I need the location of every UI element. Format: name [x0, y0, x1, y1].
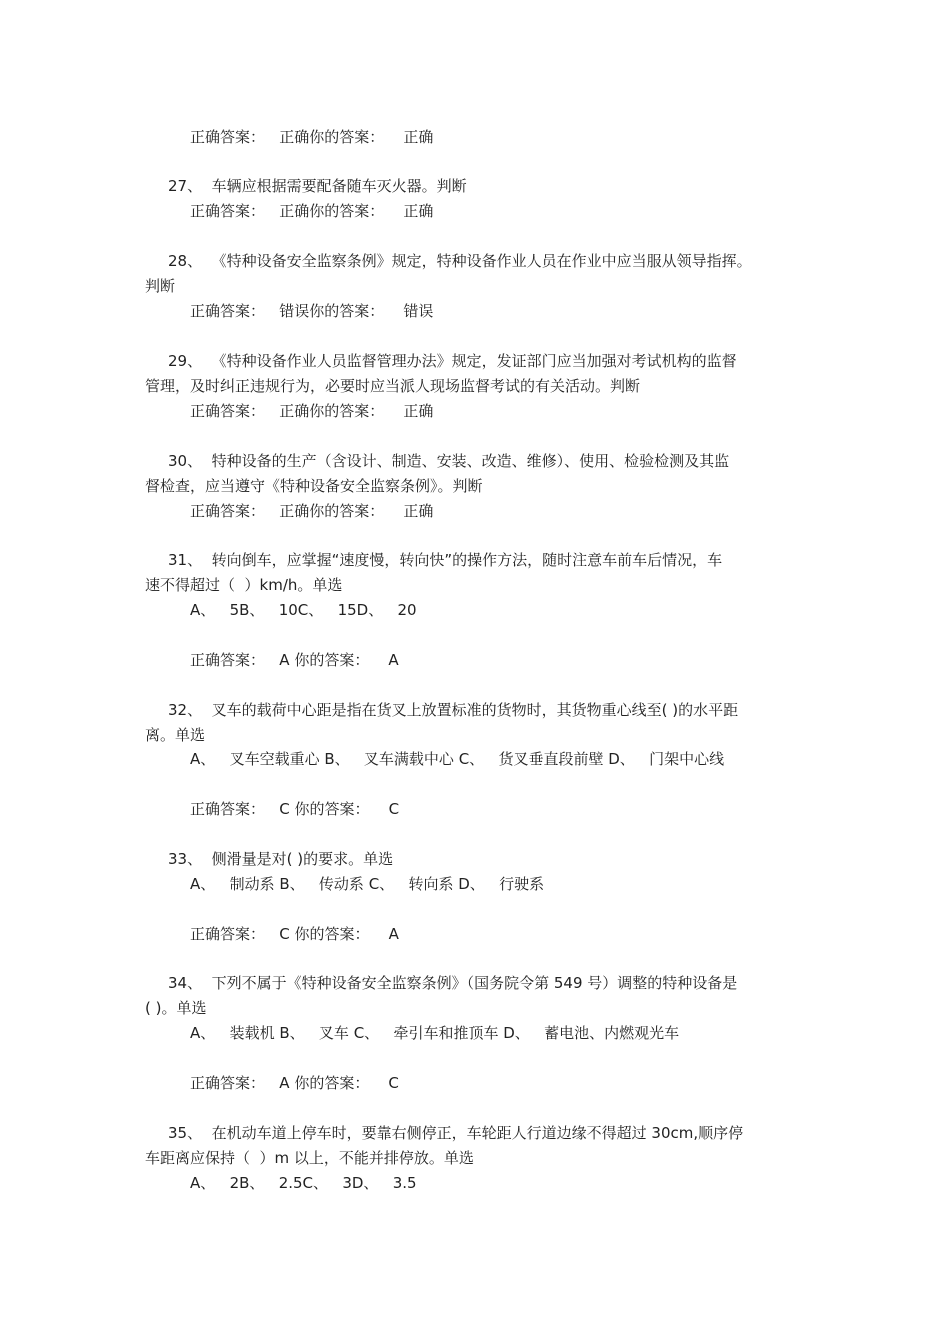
options-34: A、 装载机 B、 叉车 C、 牵引车和推顶车 D、 蓄电池、内燃观光车 [190, 1024, 680, 1042]
answer-line-30: 正确答案： 正确你的答案： 正确 [190, 502, 434, 520]
answer-line-33: 正确答案： C 你的答案： A [190, 925, 399, 943]
question-31-line-1: 31、 转向倒车，应掌握“速度慢，转向快”的操作方法，随时注意车前车后情况，车 [168, 551, 723, 569]
question-33: 33、 侧滑量是对( )的要求。单选 [168, 850, 394, 868]
question-27: 27、 车辆应根据需要配备随车灭火器。判断 [168, 177, 467, 195]
question-29-line-1: 29、 《特种设备作业人员监督管理办法》规定，发证部门应当加强对考试机构的监督 [168, 352, 737, 370]
question-32-line-1: 32、 叉车的载荷中心距是指在货叉上放置标准的货物时，其货物重心线至( )的水平距 [168, 701, 739, 719]
answer-line-26: 正确答案： 正确你的答案： 正确 [190, 128, 434, 146]
answer-line-29: 正确答案： 正确你的答案： 正确 [190, 402, 434, 420]
question-29-line-2: 管理，及时纠正违规行为，必要时应当派人现场监督考试的有关活动。判断 [145, 377, 641, 395]
answer-line-27: 正确答案： 正确你的答案： 正确 [190, 202, 434, 220]
answer-line-32: 正确答案： C 你的答案： C [190, 800, 400, 818]
question-31-line-2: 速不得超过（ ）km/h。单选 [145, 576, 343, 594]
question-28-line-1: 28、 《特种设备安全监察条例》规定，特种设备作业人员在作业中应当服从领导指挥。 [168, 252, 752, 270]
options-35: A、 2B、 2.5C、 3D、 3.5 [190, 1174, 417, 1192]
question-30-line-1: 30、 特种设备的生产（含设计、制造、安装、改造、维修）、使用、检验检测及其监 [168, 452, 730, 470]
question-34-line-1: 34、 下列不属于《特种设备安全监察条例》（国务院令第 549 号）调整的特种设备是 [168, 974, 738, 992]
answer-line-28: 正确答案： 错误你的答案： 错误 [190, 302, 434, 320]
question-32-line-2: 离。单选 [145, 726, 206, 744]
question-34-line-2: ( )。单选 [145, 999, 207, 1017]
options-33: A、 制动系 B、 传动系 C、 转向系 D、 行驶系 [190, 875, 545, 893]
options-31: A、 5B、 10C、 15D、 20 [190, 601, 417, 619]
question-35-line-2: 车距离应保持（ ）m 以上，不能并排停放。单选 [145, 1149, 474, 1167]
answer-line-34: 正确答案： A 你的答案： C [190, 1074, 399, 1092]
answer-line-31: 正确答案： A 你的答案： A [190, 651, 399, 669]
options-32: A、 叉车空载重心 B、 叉车满载中心 C、 货叉垂直段前壁 D、 门架中心线 [190, 750, 725, 768]
question-30-line-2: 督检查，应当遵守《特种设备安全监察条例》。判断 [145, 477, 483, 495]
question-28-line-2: 判断 [145, 277, 176, 295]
question-35-line-1: 35、 在机动车道上停车时，要靠右侧停正，车轮距人行道边缘不得超过 30cm,顺序停 [168, 1124, 744, 1142]
